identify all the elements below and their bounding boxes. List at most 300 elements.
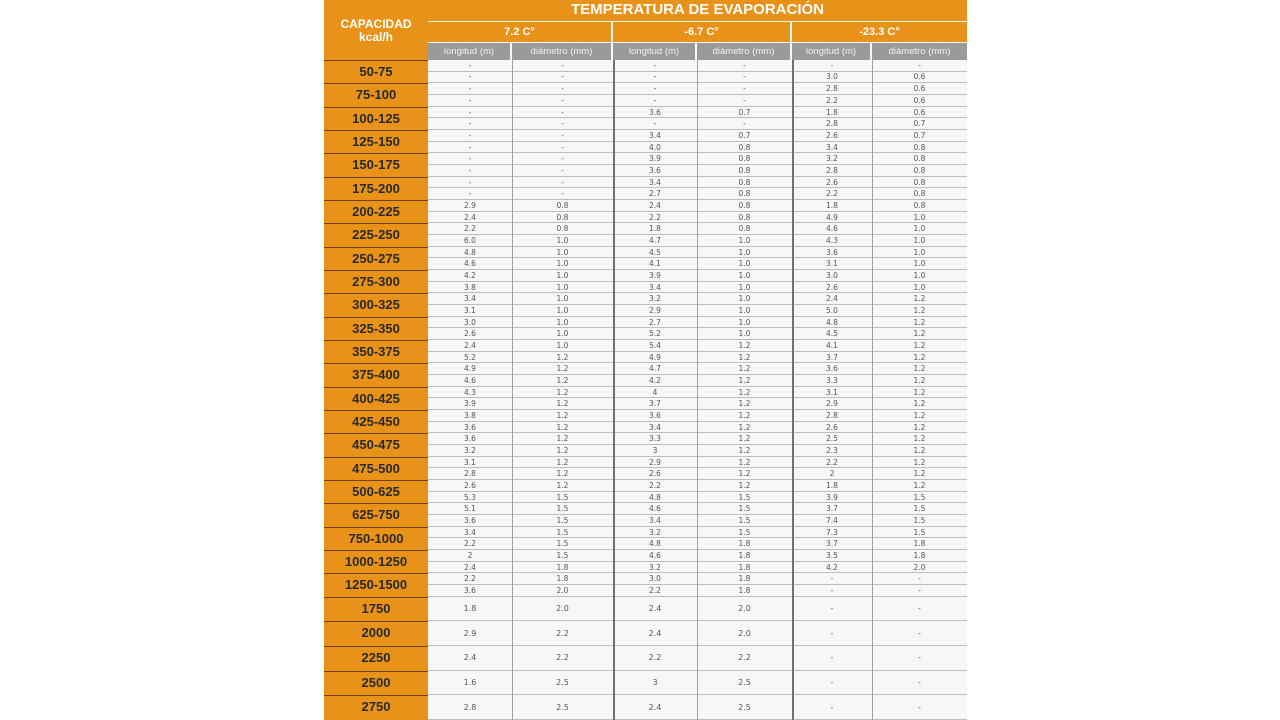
table-cell: - [613, 95, 697, 107]
table-cell: 2.7 [613, 317, 697, 329]
table-cell: 4.9 [792, 212, 872, 224]
table-cell: 4.6 [613, 503, 697, 515]
table-cell: 3.2 [613, 562, 697, 574]
table-cell: 1.5 [512, 515, 613, 527]
table-cell: 1.2 [872, 398, 967, 410]
table-cell: - [697, 118, 792, 130]
table-cell: 3.1 [792, 258, 872, 270]
table-cell: 3.1 [428, 457, 512, 469]
table-cell: 3.6 [428, 433, 512, 445]
table-cell: 2.2 [613, 585, 697, 597]
subheader-length-3: longitud (m) [792, 43, 870, 60]
table-cell: - [613, 60, 697, 72]
table-cell: 2.9 [428, 200, 512, 212]
capacity-label: 200-225 [352, 204, 400, 220]
table-cell: 1.8 [697, 550, 792, 562]
table-cell: 1.8 [512, 562, 613, 574]
capacity-label: 125-150 [352, 134, 400, 150]
table-cell: 1.8 [697, 562, 792, 574]
table-cell: - [512, 83, 613, 95]
table-cell: 1.5 [512, 538, 613, 550]
table-cell: 2.6 [428, 328, 512, 340]
table-cell: 1.2 [872, 480, 967, 492]
table-cell: 4.0 [613, 142, 697, 154]
table-cell: 1.0 [512, 282, 613, 294]
table-cell: 4.9 [613, 352, 697, 364]
table-cell: 2.4 [792, 293, 872, 305]
capacity-label: 375-400 [352, 367, 400, 383]
table-cell: 0.8 [697, 177, 792, 189]
capacity-label: 500-625 [352, 484, 400, 500]
table-cell: 7.4 [792, 515, 872, 527]
table-cell: 3.3 [792, 375, 872, 387]
table-cell: 3.9 [428, 398, 512, 410]
table-cell: 3.7 [792, 352, 872, 364]
table-cell: 1.2 [512, 375, 613, 387]
capacity-label: 1250-1500 [344, 577, 408, 593]
table-cell: 1.2 [512, 433, 613, 445]
table-cell: 2.9 [792, 398, 872, 410]
table-cell: 5.4 [613, 340, 697, 352]
table-cell: 6.0 [428, 235, 512, 247]
capacity-label: 1000-1250 [344, 554, 408, 570]
table-cell: 2.4 [613, 597, 697, 622]
table-cell: - [792, 646, 872, 671]
table-cell: 3.4 [613, 130, 697, 142]
table-cell: 1.2 [512, 422, 613, 434]
temp-header-3: -23.3 C° [792, 22, 967, 42]
table-cell: - [792, 621, 872, 646]
table-cell: 2.0 [872, 562, 967, 574]
table-cell: 3 [613, 671, 697, 696]
table-cell: 1.5 [512, 492, 613, 504]
table-cell: 2.8 [792, 83, 872, 95]
table-cell: 0.6 [872, 95, 967, 107]
table-cell: - [613, 118, 697, 130]
table-cell: 0.8 [872, 142, 967, 154]
table-cell: 1.5 [697, 492, 792, 504]
table-cell: 3.1 [792, 387, 872, 399]
table-cell: 4.1 [792, 340, 872, 352]
table-cell: 1.5 [697, 503, 792, 515]
table-cell: 2.4 [428, 562, 512, 574]
table-cell: 0.7 [697, 107, 792, 119]
table-cell: 3.5 [792, 550, 872, 562]
table-cell: 1.2 [697, 468, 792, 480]
table-cell: 2.2 [613, 646, 697, 671]
table-cell: - [872, 573, 967, 585]
table-cell: 4 [613, 387, 697, 399]
table-cell: 1.8 [697, 538, 792, 550]
table-cell: 1.0 [512, 293, 613, 305]
table-cell: 2.6 [792, 422, 872, 434]
table-cell: 0.8 [697, 165, 792, 177]
capacity-label: 300-325 [352, 297, 400, 313]
table-cell: 2.2 [613, 480, 697, 492]
table-cell: 3.9 [613, 153, 697, 165]
table-cell: 4.8 [613, 538, 697, 550]
table-cell: - [872, 646, 967, 671]
table-cell: - [428, 142, 512, 154]
table-cell: 2 [792, 468, 872, 480]
capacity-label: 50-75 [359, 64, 393, 79]
table-cell: 2.4 [613, 621, 697, 646]
table-cell: 3.3 [613, 433, 697, 445]
table-cell: 1.2 [872, 457, 967, 469]
table-cell: 0.8 [697, 188, 792, 200]
table-cell: 4.1 [613, 258, 697, 270]
table-cell: 1.0 [697, 317, 792, 329]
table-cell: 2.2 [613, 212, 697, 224]
table-cell: 3.2 [428, 445, 512, 457]
table-cell: - [428, 130, 512, 142]
subheader-length-2: longitud (m) [613, 43, 695, 60]
table-cell: 3.9 [613, 270, 697, 282]
table-cell: - [872, 621, 967, 646]
table-cell: 1.2 [697, 363, 792, 375]
table-cell: 1.0 [697, 305, 792, 317]
capacity-label: 450-475 [352, 437, 400, 453]
table-cell: 1.5 [512, 527, 613, 539]
table-cell: 1.2 [512, 363, 613, 375]
table-cell: - [872, 60, 967, 72]
table-cell: 2.5 [512, 695, 613, 720]
table-cell: 1.2 [512, 480, 613, 492]
table-cell: - [512, 118, 613, 130]
table-cell: 4.8 [613, 492, 697, 504]
table-cell: 3.6 [428, 585, 512, 597]
table-cell: 1.6 [428, 671, 512, 696]
table-cell: 1.8 [792, 200, 872, 212]
table-cell: 1.0 [872, 247, 967, 259]
table-cell: - [697, 72, 792, 84]
table-cell: - [428, 95, 512, 107]
capacity-label: 350-375 [352, 344, 400, 360]
table-cell: 0.8 [872, 188, 967, 200]
table-cell: 1.5 [697, 527, 792, 539]
table-cell: 1.2 [872, 340, 967, 352]
table-cell: 2.8 [792, 118, 872, 130]
table-cell: 2.6 [613, 468, 697, 480]
table-cell: 1.2 [872, 445, 967, 457]
table-cell: 1.2 [872, 387, 967, 399]
table-cell: 2.2 [512, 646, 613, 671]
table-cell: - [428, 165, 512, 177]
capacity-label: 175-200 [352, 180, 400, 196]
table-cell: 2.4 [428, 340, 512, 352]
table-cell: 1.2 [872, 352, 967, 364]
table-cell: 2.4 [613, 200, 697, 212]
table-cell: - [428, 72, 512, 84]
table-cell: 4.2 [613, 375, 697, 387]
table-cell: - [428, 188, 512, 200]
table-cell: 1.2 [697, 480, 792, 492]
table-cell: 2.0 [697, 621, 792, 646]
table-cell: 3.0 [428, 317, 512, 329]
table-cell: 1.0 [512, 247, 613, 259]
temp-header-2: -6.7 C° [613, 22, 790, 42]
subheader-diameter-3: diámetro (mm) [872, 43, 967, 60]
table-cell: 2.2 [697, 646, 792, 671]
table-cell: 3.9 [792, 492, 872, 504]
column-divider [792, 60, 794, 720]
capacity-label: 400-425 [352, 390, 400, 406]
column-divider [613, 60, 615, 720]
table-cell: 5.2 [428, 352, 512, 364]
table-cell: - [428, 153, 512, 165]
table-cell: 2.0 [512, 585, 613, 597]
table-cell: 4.7 [613, 235, 697, 247]
table-cell: 1.2 [512, 410, 613, 422]
table-cell: 1.2 [512, 352, 613, 364]
table-cell: 0.8 [872, 153, 967, 165]
table-cell: 1.5 [872, 503, 967, 515]
table-cell: 2.2 [428, 538, 512, 550]
table-cell: 3.8 [428, 410, 512, 422]
capacity-label: 225-250 [352, 227, 400, 243]
table-cell: 1.0 [697, 270, 792, 282]
table-cell: - [792, 573, 872, 585]
table-cell: 1.0 [697, 258, 792, 270]
capacity-label: 425-450 [352, 414, 400, 430]
table-cell: 4.6 [792, 223, 872, 235]
table-cell: 1.0 [872, 258, 967, 270]
table-cell: 3.0 [613, 573, 697, 585]
table-cell: - [512, 142, 613, 154]
table-cell: - [428, 107, 512, 119]
table-cell: 1.2 [512, 468, 613, 480]
table-cell: - [792, 597, 872, 622]
table-cell: 2.2 [792, 95, 872, 107]
table-cell: 1.8 [512, 573, 613, 585]
refrigerant-line-table [324, 0, 967, 720]
table-cell: 1.2 [512, 445, 613, 457]
table-cell: 3.6 [428, 515, 512, 527]
table-cell: 2.4 [428, 212, 512, 224]
capacity-header [324, 18, 428, 44]
capacity-header-line2: kcal/h [358, 30, 394, 44]
table-cell: 2.4 [613, 695, 697, 720]
table-cell: 1.0 [697, 282, 792, 294]
table-cell: - [792, 585, 872, 597]
table-cell: 1.0 [872, 212, 967, 224]
table-cell: 0.8 [512, 200, 613, 212]
table-cell: 4.9 [428, 363, 512, 375]
table-cell: 0.8 [697, 200, 792, 212]
table-cell: 1.5 [872, 527, 967, 539]
capacity-label: 625-750 [352, 507, 400, 523]
table-cell: 2.6 [428, 480, 512, 492]
table-cell: 4.3 [792, 235, 872, 247]
capacity-label: 1750 [361, 600, 391, 616]
table-cell: 1.8 [872, 550, 967, 562]
table-cell: 1.2 [512, 387, 613, 399]
table-cell: - [697, 60, 792, 72]
subheader-diameter-2: diámetro (mm) [697, 43, 790, 60]
table-cell: - [512, 95, 613, 107]
capacity-label: 2500 [361, 674, 391, 690]
table-cell: 3.0 [792, 72, 872, 84]
table-cell: - [792, 671, 872, 696]
table-cell: 3.4 [613, 515, 697, 527]
table-cell: 1.0 [512, 258, 613, 270]
capacity-label: 2000 [361, 625, 391, 641]
table-cell: 1.5 [512, 550, 613, 562]
table-cell: 1.0 [697, 293, 792, 305]
capacity-label: 250-275 [352, 250, 400, 266]
table-cell: 0.8 [872, 165, 967, 177]
capacity-label: 75-100 [355, 87, 397, 103]
capacity-label: 150-175 [352, 157, 400, 173]
table-cell: 1.2 [872, 317, 967, 329]
column-divider [512, 60, 513, 720]
table-cell: 1.5 [512, 503, 613, 515]
capacity-label: 750-1000 [348, 530, 404, 546]
table-cell: 3.7 [792, 503, 872, 515]
table-cell: 0.6 [872, 107, 967, 119]
table-cell: 1.2 [697, 410, 792, 422]
table-cell: 1.2 [872, 328, 967, 340]
table-cell: - [428, 118, 512, 130]
table-cell: 2.8 [428, 468, 512, 480]
table-cell: 4.5 [792, 328, 872, 340]
table-cell: 7.3 [792, 527, 872, 539]
table-cell: 2.6 [792, 177, 872, 189]
table-cell: 1.2 [872, 410, 967, 422]
table-cell: - [512, 72, 613, 84]
table-cell: 0.8 [872, 177, 967, 189]
table-cell: 0.8 [512, 212, 613, 224]
table-cell: 1.2 [872, 363, 967, 375]
table-cell: 0.8 [872, 200, 967, 212]
table-cell: 1.2 [697, 375, 792, 387]
table-cell: 2.6 [792, 282, 872, 294]
table-cell: 4.7 [613, 363, 697, 375]
table-cell: 1.2 [872, 375, 967, 387]
table-cell: - [697, 95, 792, 107]
table-cell: 1.5 [872, 492, 967, 504]
table-cell: 2.0 [697, 597, 792, 622]
table-cell: 1.8 [697, 585, 792, 597]
table-cell: - [872, 671, 967, 696]
table-cell: 2.5 [697, 671, 792, 696]
table-cell: 4.8 [792, 317, 872, 329]
table-cell: 0.7 [872, 118, 967, 130]
table-cell: 2.0 [512, 597, 613, 622]
table-cell: 4.2 [792, 562, 872, 574]
table-cell: 1.8 [792, 480, 872, 492]
table-cell: - [512, 60, 613, 72]
table-cell: 1.8 [872, 538, 967, 550]
table-cell: 1.2 [697, 457, 792, 469]
table-cell: 2.9 [613, 305, 697, 317]
table-cell: 2.9 [428, 621, 512, 646]
table-cell: 3.4 [428, 527, 512, 539]
table-cell: - [512, 165, 613, 177]
table-cell: 2.2 [428, 223, 512, 235]
table-cell: - [697, 83, 792, 95]
table-cell: 2.8 [792, 410, 872, 422]
table-cell: 5.3 [428, 492, 512, 504]
table-cell: 3.2 [792, 153, 872, 165]
table-cell: 1.5 [872, 515, 967, 527]
table-cell: 2.8 [428, 695, 512, 720]
capacity-label: 325-350 [352, 320, 400, 336]
table-cell: 2.5 [792, 433, 872, 445]
table-cell: 3.4 [792, 142, 872, 154]
table-cell: 3.4 [613, 282, 697, 294]
table-cell: - [512, 107, 613, 119]
table-cell: - [512, 188, 613, 200]
table-cell: 0.6 [872, 83, 967, 95]
table-cell: 3.6 [613, 107, 697, 119]
table-cell: 2.5 [512, 671, 613, 696]
table-cell: 3 [613, 445, 697, 457]
table-cell: 5.2 [613, 328, 697, 340]
capacity-label: 475-500 [352, 460, 400, 476]
table-cell: 0.8 [697, 142, 792, 154]
table-cell: 1.2 [872, 422, 967, 434]
table-cell: 3.1 [428, 305, 512, 317]
table-cell: 0.6 [872, 72, 967, 84]
table-cell: 2.6 [792, 130, 872, 142]
table-cell: 0.8 [697, 153, 792, 165]
table-cell: 4.6 [428, 375, 512, 387]
table-cell: 1.2 [697, 422, 792, 434]
table-cell: 1.8 [792, 107, 872, 119]
temp-header-1: 7.2 C° [428, 22, 611, 42]
table-cell: 2.7 [613, 188, 697, 200]
table-cell: 4.3 [428, 387, 512, 399]
table-cell: 3.2 [613, 527, 697, 539]
table-cell: 0.7 [697, 130, 792, 142]
column-divider [872, 60, 873, 720]
table-cell: 1.0 [872, 282, 967, 294]
table-cell: 4.8 [428, 247, 512, 259]
table-cell: 3.4 [613, 177, 697, 189]
table-cell: 1.2 [697, 340, 792, 352]
table-cell: 0.8 [512, 223, 613, 235]
table-cell: 0.7 [872, 130, 967, 142]
capacity-header-line1: CAPACIDAD [340, 17, 412, 31]
table-cell: 1.2 [512, 398, 613, 410]
table-cell: 1.2 [697, 398, 792, 410]
capacity-label: 100-125 [352, 110, 400, 126]
table-cell: - [428, 83, 512, 95]
table-cell: 2.2 [512, 621, 613, 646]
table-cell: 1.0 [697, 247, 792, 259]
table-cell: 1.2 [697, 445, 792, 457]
table-cell: 3.4 [428, 293, 512, 305]
table-cell: - [872, 695, 967, 720]
table-cell: 0.8 [697, 223, 792, 235]
capacity-label: 2750 [361, 699, 391, 715]
table-cell: 2.4 [428, 646, 512, 671]
capacity-label: 2250 [361, 650, 391, 666]
table-cell: 1.0 [872, 223, 967, 235]
table-cell: 3.6 [613, 410, 697, 422]
table-cell: 1.2 [872, 305, 967, 317]
table-cell: 2.8 [792, 165, 872, 177]
table-cell: 1.0 [512, 328, 613, 340]
table-cell: 1.2 [872, 433, 967, 445]
table-cell: - [512, 153, 613, 165]
table-cell: 3.4 [613, 422, 697, 434]
subheader-diameter-1: diámetro (mm) [512, 43, 611, 60]
table-cell: 1.0 [512, 270, 613, 282]
table-cell: 2.2 [428, 573, 512, 585]
table-cell: 3.7 [792, 538, 872, 550]
